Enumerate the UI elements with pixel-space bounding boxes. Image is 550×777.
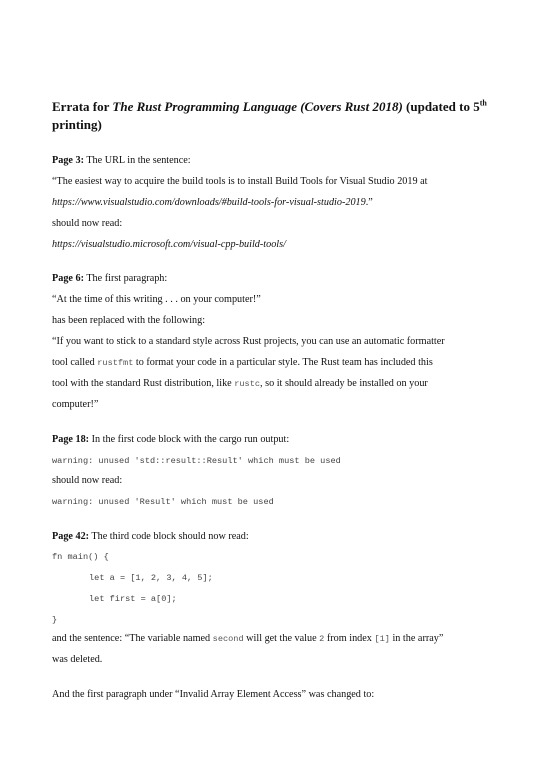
page-3-should-read: should now read: bbox=[52, 218, 123, 229]
code-line-2: let a = [1, 2, 3, 4, 5]; bbox=[89, 573, 213, 583]
page-6-new-line-3: tool with the standard Rust distribution, like rustc, so it should already be installed on your bbox=[52, 378, 428, 389]
page-6-new-line-1: “If you want to stick to a standard style across Rust projects, you can use an automatic formatter bbox=[52, 336, 445, 347]
new-url: https://visualstudio.microsoft.com/visual-cpp-build-tools/ bbox=[52, 239, 286, 250]
page-3-quote: “The easiest way to acquire the build tools is to install Build Tools for Visual Studio 2019 at bbox=[52, 176, 428, 187]
code-line-4: } bbox=[52, 615, 58, 625]
book-title: The Rust Programming Language (Covers Rust 2018) bbox=[112, 99, 403, 114]
page-6-new-line-4: computer!” bbox=[52, 399, 99, 410]
inline-code-rustc: rustc bbox=[234, 379, 261, 389]
page-6-replaced: has been replaced with the following: bbox=[52, 315, 206, 326]
page-18-should-read: should now read: bbox=[52, 475, 123, 486]
page-6-old-quote: “At the time of this writing . . . on your computer!” bbox=[52, 294, 261, 305]
page-42-paragraph-change: And the first paragraph under “Invalid Array Element Access” was changed to: bbox=[52, 689, 375, 700]
page-6-heading: Page 6: The first paragraph: bbox=[52, 273, 168, 284]
inline-code-second: second bbox=[212, 634, 244, 644]
page-18-new-code: warning: unused 'Result' which must be used bbox=[52, 497, 274, 507]
page-42-deleted: was deleted. bbox=[52, 654, 103, 665]
code-line-3: let first = a[0]; bbox=[89, 594, 177, 604]
page-3-old-url-line: https://www.visualstudio.com/downloads/#build-tools-for-visual-studio-2019.” bbox=[52, 197, 373, 208]
inline-code-2: 2 bbox=[319, 634, 325, 644]
inline-code-index: [1] bbox=[374, 634, 390, 644]
inline-code-rustfmt: rustfmt bbox=[97, 358, 134, 368]
page-title: Errata for The Rust Programming Language (Covers Rust 2018) (updated to 5th printing) bbox=[52, 98, 487, 132]
page-18-old-code: warning: unused 'std::result::Result' which must be used bbox=[52, 456, 341, 466]
code-line-1: fn main() { bbox=[52, 552, 109, 562]
page-6-new-line-2: tool called rustfmt to format your code in a particular style. The Rust team has included this bbox=[52, 357, 433, 368]
page-42-sentence: and the sentence: “The variable named second will get the value 2 from index [1] in the array” bbox=[52, 633, 444, 644]
old-url: https://www.visualstudio.com/downloads/#build-tools-for-visual-studio-2019 bbox=[52, 197, 366, 208]
page-18-heading: Page 18: In the first code block with the cargo run output: bbox=[52, 434, 290, 445]
page-42-heading: Page 42: The third code block should now read: bbox=[52, 531, 249, 542]
page-3-heading: Page 3: The URL in the sentence: bbox=[52, 155, 191, 166]
